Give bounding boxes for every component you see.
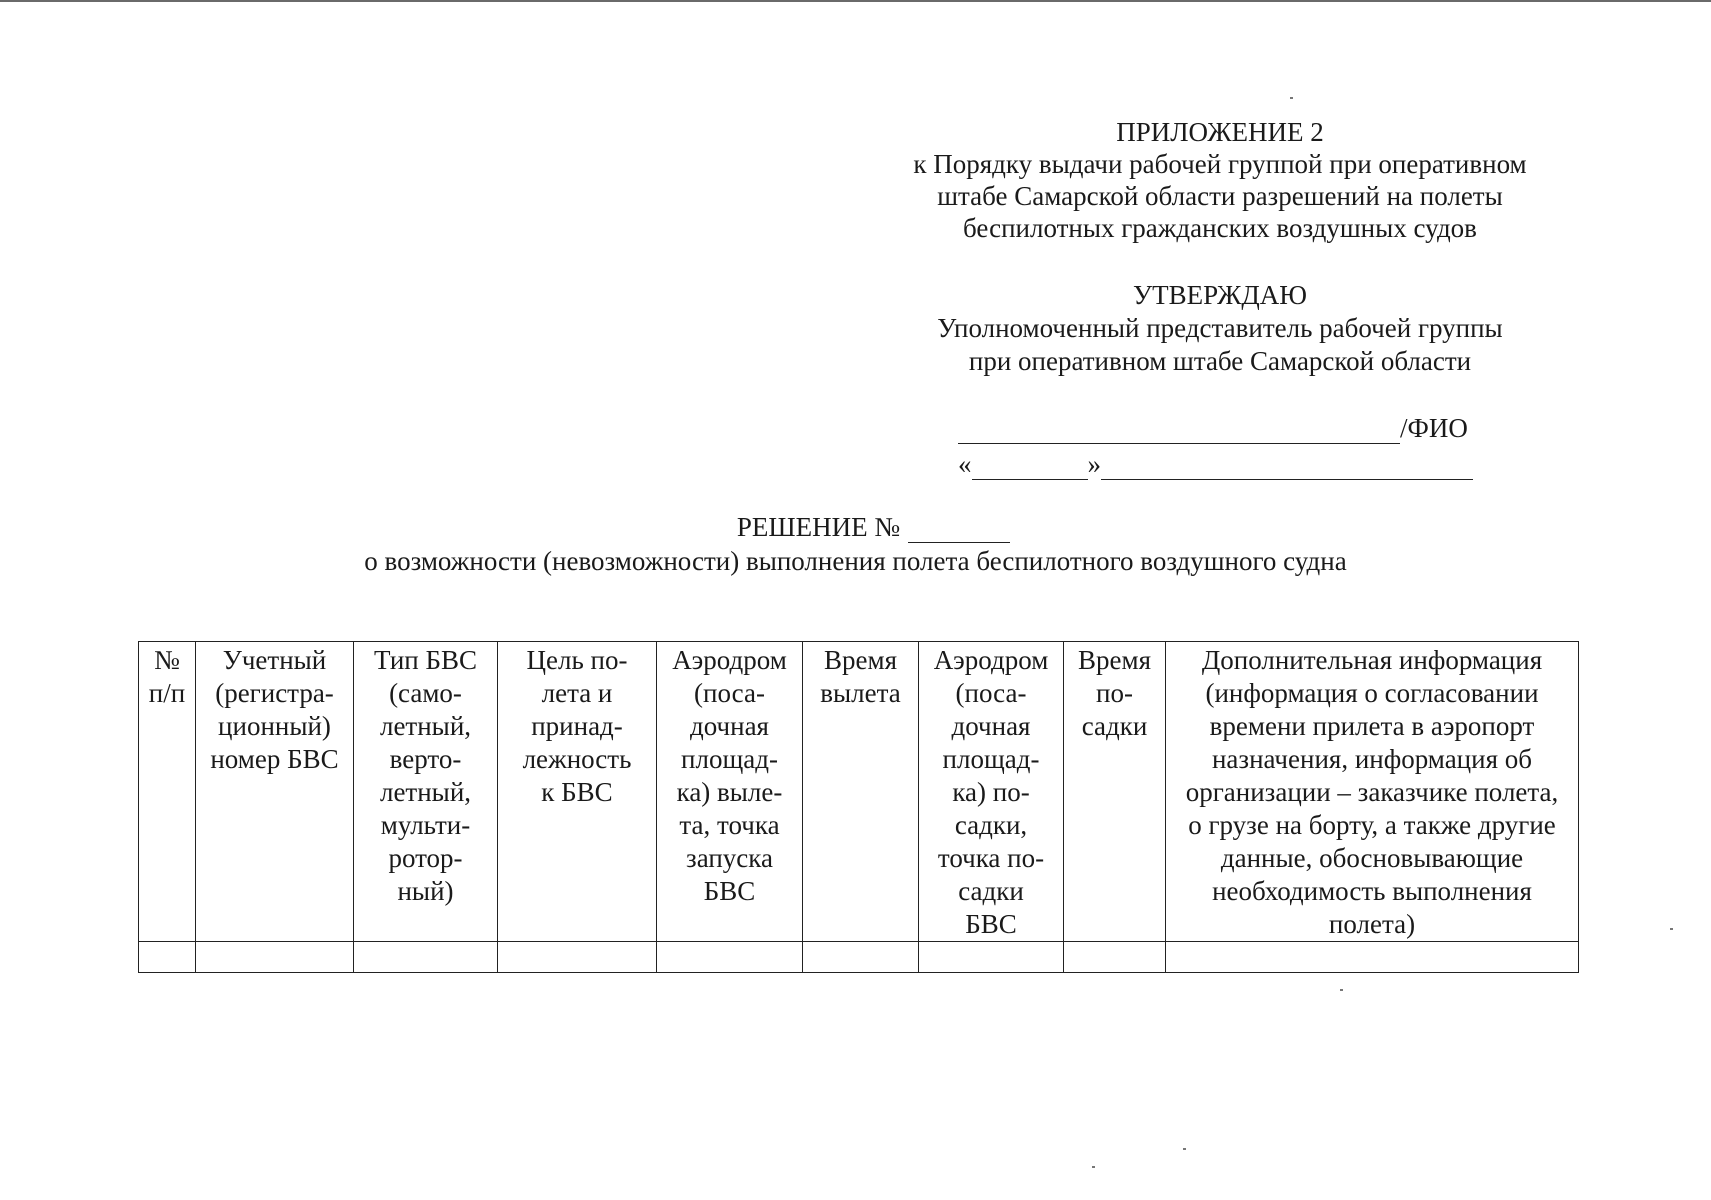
annex-line: штабе Самарской области разрешений на полеты xyxy=(937,181,1503,211)
header-landing-aerodrome: Аэродром (поса- дочная площад- ка) по- садки, точка по- садки БВС xyxy=(919,642,1064,942)
table-cell[interactable] xyxy=(1064,942,1166,973)
header-additional-info: Дополнительная информация (информация о согласовании времени прилета в аэропорт назначения, информация об организации – заказчике полета, о грузе на борту, а также другие данные, обосновывающие необходимость выполнения полета) xyxy=(1166,642,1579,942)
scan-speck xyxy=(1670,928,1673,930)
scan-speck xyxy=(1290,97,1293,99)
header-number: № п/п xyxy=(139,642,196,942)
decision-number-blank[interactable] xyxy=(908,516,1010,543)
signature-blank[interactable] xyxy=(958,415,1400,444)
scan-speck xyxy=(1092,1166,1095,1168)
approval-block xyxy=(860,279,1580,378)
flight-permit-table xyxy=(138,641,1579,973)
header-departure-aerodrome: Аэродром (поса- дочная площад- ка) выле- та, точка запуска БВС xyxy=(657,642,803,942)
approval-line: Уполномоченный представитель рабочей группы xyxy=(937,313,1503,343)
header-landing-time: Время по- садки xyxy=(1064,642,1166,942)
signature-row xyxy=(958,412,1468,444)
table-row xyxy=(139,942,1579,973)
table-cell[interactable] xyxy=(139,942,196,973)
table-cell[interactable] xyxy=(803,942,919,973)
header-departure-time: Время вылета xyxy=(803,642,919,942)
table-cell[interactable] xyxy=(919,942,1064,973)
signature-suffix: /ФИО xyxy=(1400,413,1468,443)
decision-subtitle: о возможности (невозможности) выполнения полета беспилотного воздушного судна xyxy=(364,546,1347,576)
scan-speck xyxy=(1183,1148,1186,1150)
header-registration-number: Учетный (регистра- ционный) номер БВС xyxy=(196,642,354,942)
date-close-quote: » xyxy=(1087,449,1101,479)
approval-line: при оперативном штабе Самарской области xyxy=(968,346,1472,376)
header-uav-type: Тип БВС (само- летный, верто- летный, мульти- ротор- ный) xyxy=(354,642,498,942)
table-cell[interactable] xyxy=(1166,942,1579,973)
date-open-quote: « xyxy=(958,449,972,479)
header-flight-purpose: Цель по- лета и принад- лежность к БВС xyxy=(498,642,657,942)
approval-heading: УТВЕРЖДАЮ xyxy=(1132,280,1308,310)
annex-header xyxy=(860,116,1580,244)
table-cell[interactable] xyxy=(354,942,498,973)
table-cell[interactable] xyxy=(498,942,657,973)
table-cell[interactable] xyxy=(196,942,354,973)
date-day-blank[interactable] xyxy=(972,451,1088,480)
annex-title: ПРИЛОЖЕНИЕ 2 xyxy=(1116,117,1324,147)
decision-title: РЕШЕНИЕ № xyxy=(736,512,901,542)
table-cell[interactable] xyxy=(657,942,803,973)
annex-line: к Порядку выдачи рабочей группой при оперативном xyxy=(913,149,1527,179)
table-header-row xyxy=(139,642,1579,942)
decision-title-row xyxy=(0,511,1711,543)
scan-speck xyxy=(1340,989,1343,991)
page-top-edge xyxy=(0,0,1711,2)
date-row xyxy=(958,448,1473,480)
date-month-year-blank[interactable] xyxy=(1101,451,1473,480)
annex-line: беспилотных гражданских воздушных судов xyxy=(963,213,1477,243)
